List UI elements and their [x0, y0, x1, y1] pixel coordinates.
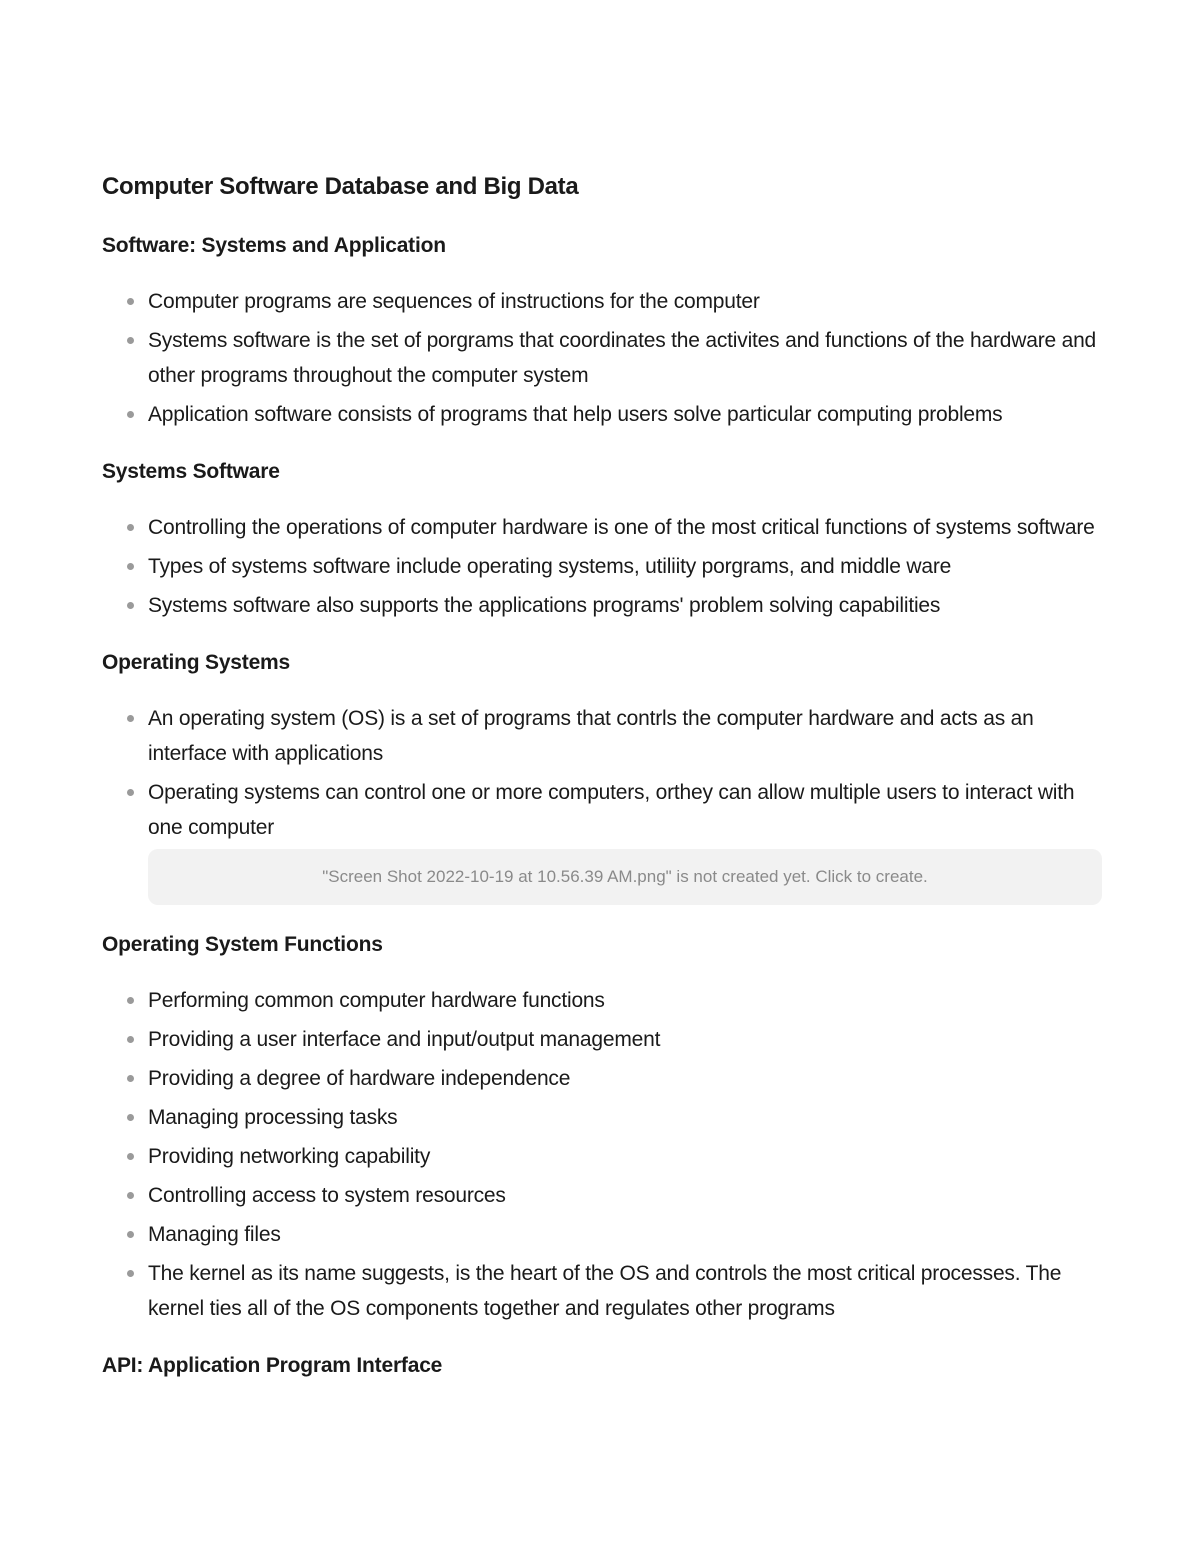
list-item: [102, 701, 1102, 771]
bullet-icon: [127, 411, 134, 418]
bullet-list: [102, 284, 1102, 432]
list-item: [102, 1100, 1102, 1135]
list-item-text: Computer programs are sequences of instructions for the computer: [148, 290, 760, 313]
list-item: [102, 510, 1102, 545]
list-item-text: Controlling access to system resources: [148, 1184, 506, 1207]
list-item: [102, 588, 1102, 623]
list-item: [102, 1061, 1102, 1096]
bullet-icon: [127, 337, 134, 344]
document-title: Computer Software Database and Big Data: [102, 173, 579, 200]
bullet-list: [102, 510, 1102, 623]
list-item: [102, 1022, 1102, 1057]
list-item-text: Providing a degree of hardware independence: [148, 1067, 571, 1090]
bullet-icon: [127, 524, 134, 531]
list-item-text: Types of systems software include operating systems, utiliity porgrams, and middle ware: [148, 555, 952, 578]
list-item-text: Application software consists of programs that help users solve particular computing problems: [148, 403, 1003, 426]
section-heading: API: Application Program Interface: [102, 1354, 443, 1377]
list-item: [102, 983, 1102, 1018]
list-item-text: Managing files: [148, 1223, 281, 1246]
section-heading: Software: Systems and Application: [102, 234, 446, 257]
list-item: [102, 284, 1102, 319]
list-item-text: Operating systems can control one or more computers, orthey can allow multiple users to interact with one computer: [148, 781, 1075, 839]
list-item: [102, 1217, 1102, 1252]
bullet-list: [102, 701, 1102, 845]
bullet-icon: [127, 1153, 134, 1160]
list-item-text: An operating system (OS) is a set of programs that contrls the computer hardware and acts as an interface with applications: [148, 707, 1034, 765]
bullet-icon: [127, 789, 134, 796]
bullet-icon: [127, 1075, 134, 1082]
list-item: [102, 397, 1102, 432]
bullet-icon: [127, 602, 134, 609]
document-page: [102, 172, 1102, 1404]
bullet-icon: [127, 298, 134, 305]
bullet-icon: [127, 715, 134, 722]
list-item: [102, 323, 1102, 393]
bullet-icon: [127, 997, 134, 1004]
list-item-text: Providing a user interface and input/output management: [148, 1028, 661, 1051]
list-item-text: Performing common computer hardware functions: [148, 989, 605, 1012]
bullet-icon: [127, 1231, 134, 1238]
section-heading: Systems Software: [102, 460, 280, 483]
bullet-icon: [127, 1036, 134, 1043]
list-item: [102, 1139, 1102, 1174]
list-item: [102, 549, 1102, 584]
list-item: [102, 1256, 1102, 1326]
list-item-text: Providing networking capability: [148, 1145, 431, 1168]
missing-image-embed[interactable]: "Screen Shot 2022-10-19 at 10.56.39 AM.png" is not created yet. Click to create.: [148, 849, 1102, 905]
list-item-text: Controlling the operations of computer hardware is one of the most critical functions of systems software: [148, 516, 1095, 539]
section-heading: Operating Systems: [102, 651, 290, 674]
list-item: [102, 775, 1102, 845]
bullet-icon: [127, 1192, 134, 1199]
list-item: [102, 1178, 1102, 1213]
section-heading: Operating System Functions: [102, 933, 383, 956]
list-item-text: Managing processing tasks: [148, 1106, 398, 1129]
list-item-text: Systems software is the set of porgrams that coordinates the activites and functions of the hardware and other programs throughout the computer system: [148, 329, 1097, 387]
bullet-icon: [127, 1270, 134, 1277]
list-item-text: The kernel as its name suggests, is the heart of the OS and controls the most critical processes. The kernel ties all of the OS components together and regulates other programs: [148, 1262, 1062, 1320]
bullet-icon: [127, 563, 134, 570]
list-item-text: Systems software also supports the applications programs' problem solving capabilities: [148, 594, 941, 617]
bullet-list: [102, 983, 1102, 1326]
bullet-icon: [127, 1114, 134, 1121]
